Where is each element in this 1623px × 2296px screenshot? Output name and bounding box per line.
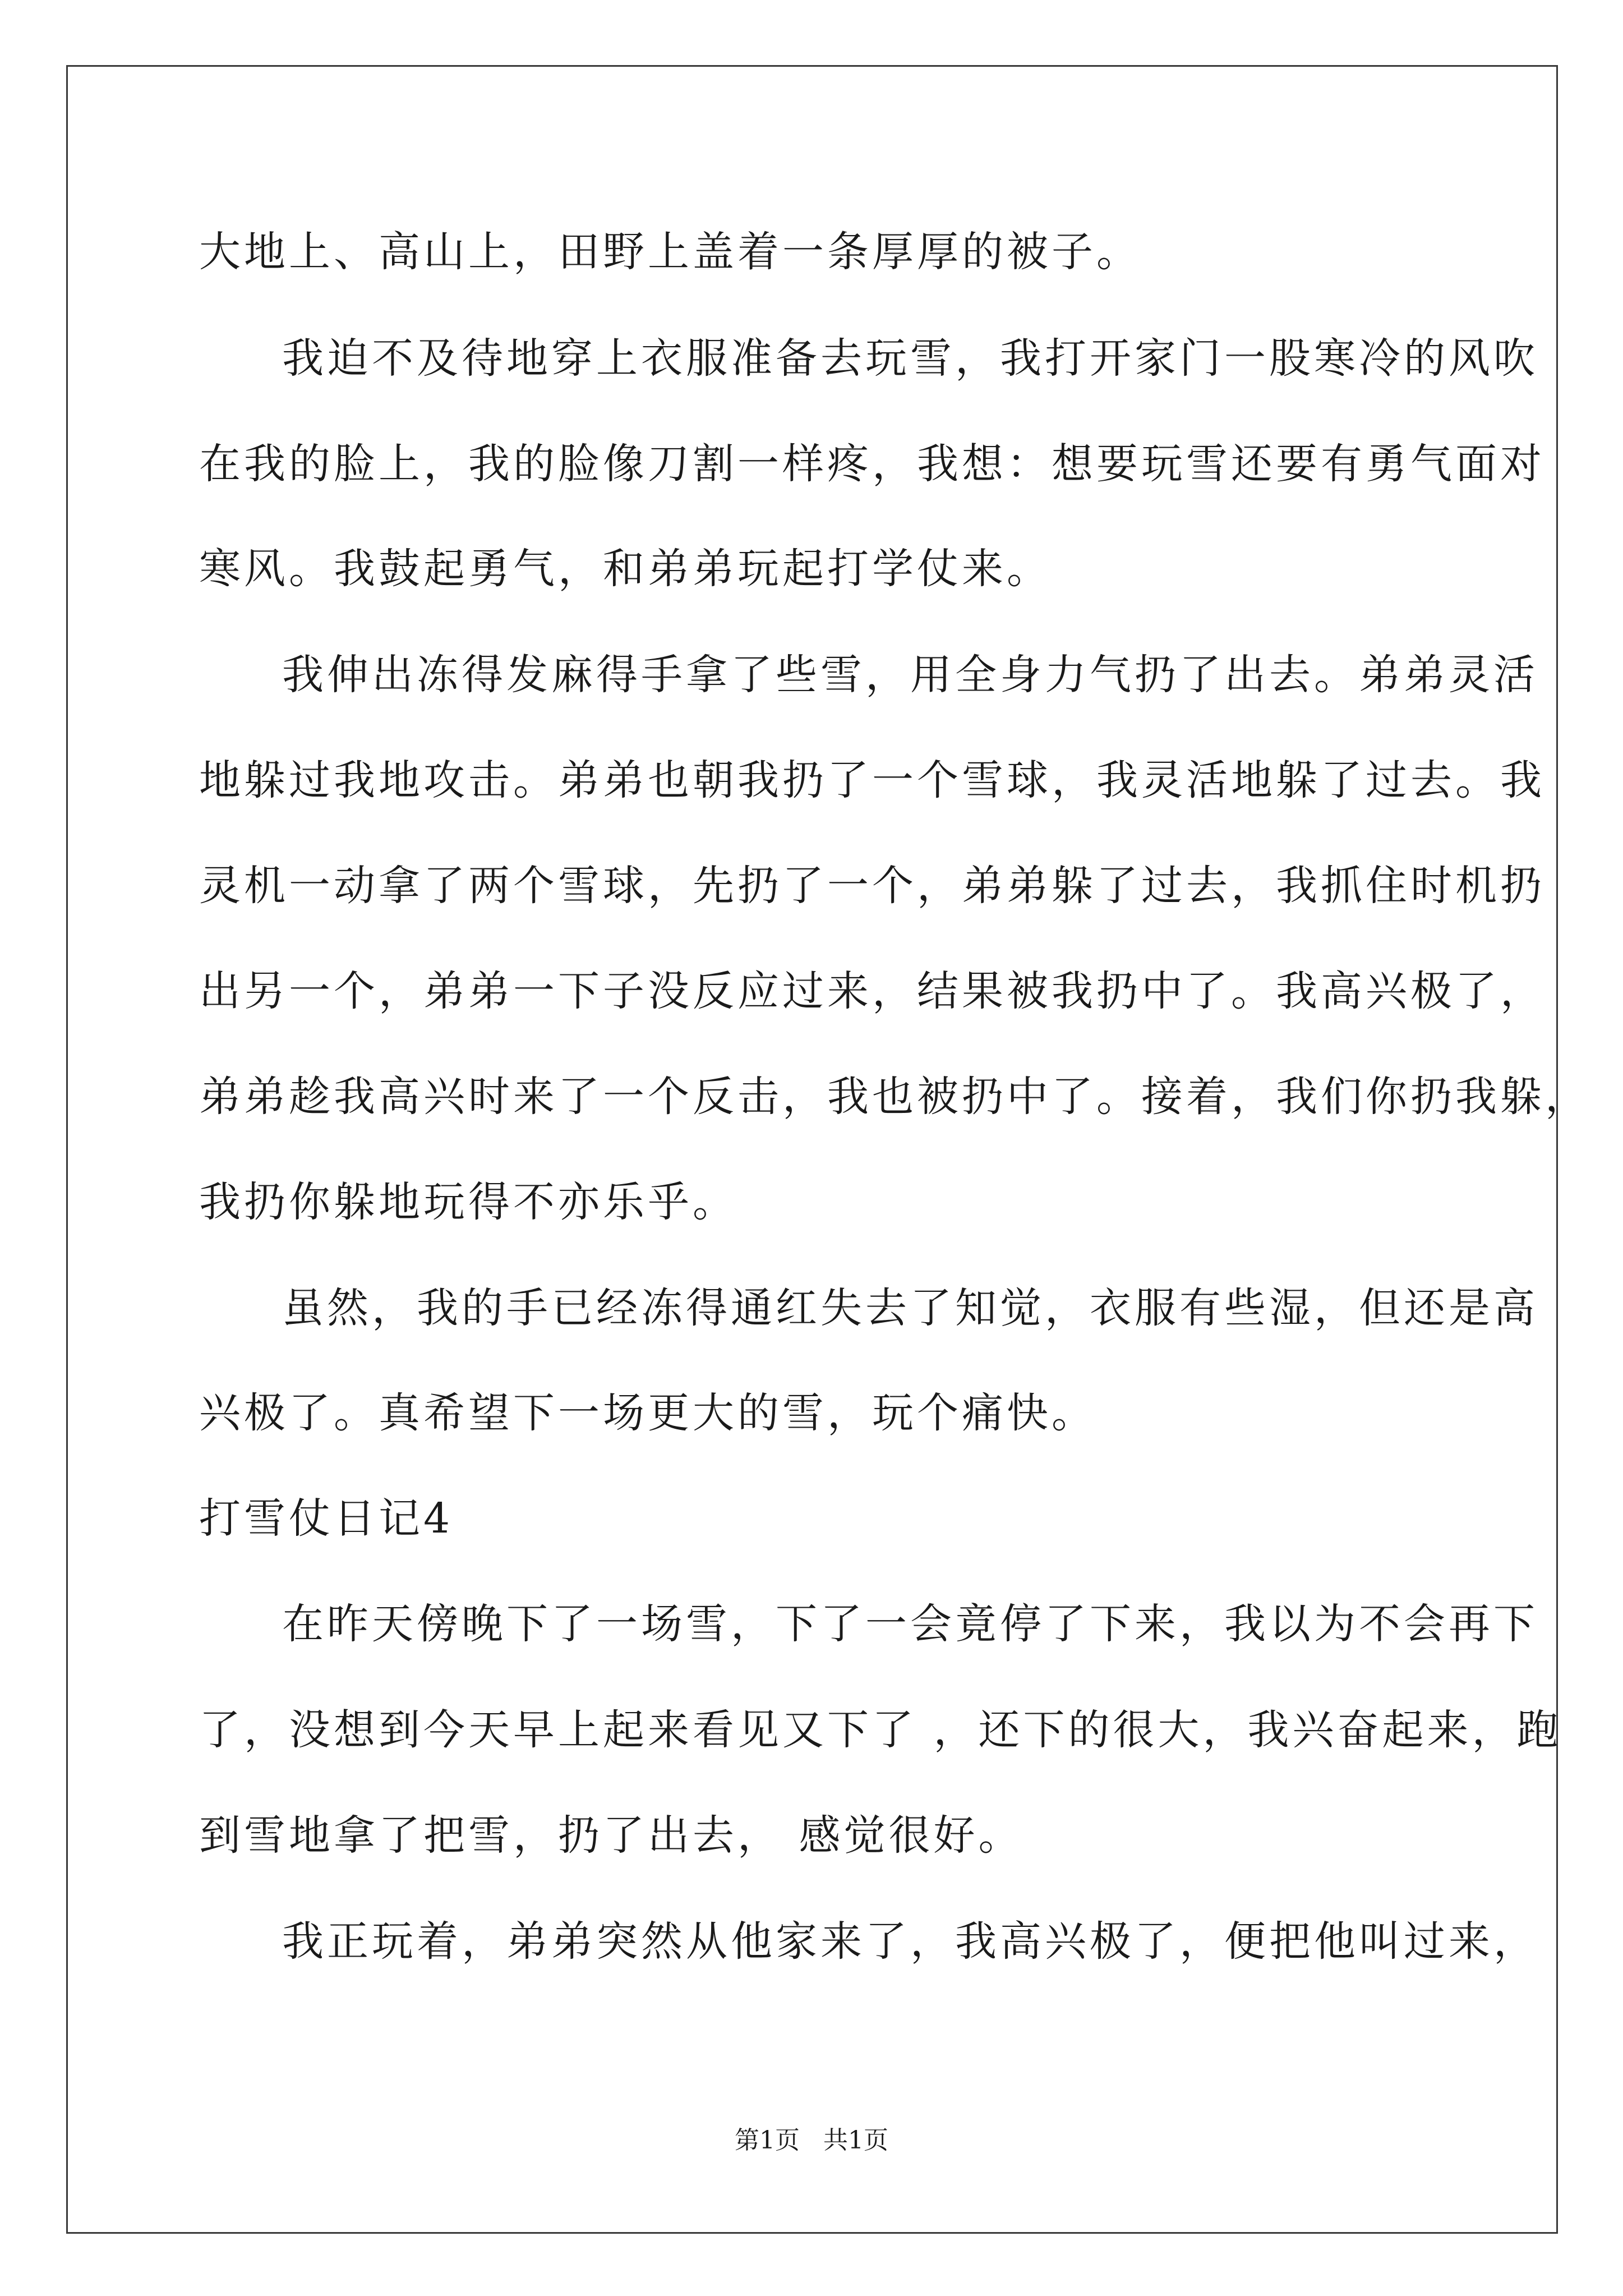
text-line: 大地上、高山上，田野上盖着一条厚厚的被子。 — [199, 228, 1141, 276]
text-line: 灵机一动拿了两个雪球，先扔了一个，弟弟躲了过去，我抓住时机扔 — [199, 862, 1545, 910]
page-number: 第1页 — [735, 2126, 800, 2155]
text-line: 兴极了。真希望下一场更大的雪，玩个痛快。 — [199, 1389, 1096, 1437]
text-line: 寒风。我鼓起勇气，和弟弟玩起打学仗来。 — [199, 545, 1052, 593]
text-line: 我扔你躲地玩得不亦乐乎。 — [199, 1178, 737, 1226]
page-footer — [0, 2128, 1623, 2153]
text-line: 地躲过我地攻击。弟弟也朝我扔了一个雪球，我灵活地躲了过去。我 — [199, 756, 1545, 804]
text-line: 到雪地拿了把雪，扔了出去， 感觉很好。 — [199, 1811, 1023, 1860]
paragraph-start-line: 在昨天傍晚下了一场雪，下了一会竟停了下来，我以为不会再下 — [282, 1600, 1538, 1648]
text-line: 弟弟趁我高兴时来了一个反击，我也被扔中了。接着，我们你扔我躲， — [199, 1073, 1590, 1121]
paragraph-start-line: 我正玩着，弟弟突然从他家来了，我高兴极了，便把他叫过来， — [282, 1917, 1538, 1966]
paragraph-start-line: 我伸出冻得发麻得手拿了些雪，用全身力气扔了出去。弟弟灵活 — [282, 651, 1538, 699]
page-border — [66, 65, 1558, 2234]
page-count: 共1页 — [823, 2126, 888, 2155]
text-line: 出另一个，弟弟一下子没反应过来，结果被我扔中了。我高兴极了， — [199, 967, 1545, 1015]
text-line: 了，没想到今天早上起来看见又下了 ，还下的很大，我兴奋起来，跑 — [199, 1706, 1562, 1754]
text-line: 在我的脸上，我的脸像刀割一样疼，我想：想要玩雪还要有勇气面对 — [199, 440, 1545, 488]
section-heading: 打雪仗日记4 — [199, 1494, 454, 1543]
paragraph-start-line: 我迫不及待地穿上衣服准备去玩雪，我打开家门一股寒冷的风吹 — [282, 334, 1538, 383]
paragraph-start-line: 虽然，我的手已经冻得通红失去了知觉，衣服有些湿，但还是高 — [282, 1284, 1538, 1332]
